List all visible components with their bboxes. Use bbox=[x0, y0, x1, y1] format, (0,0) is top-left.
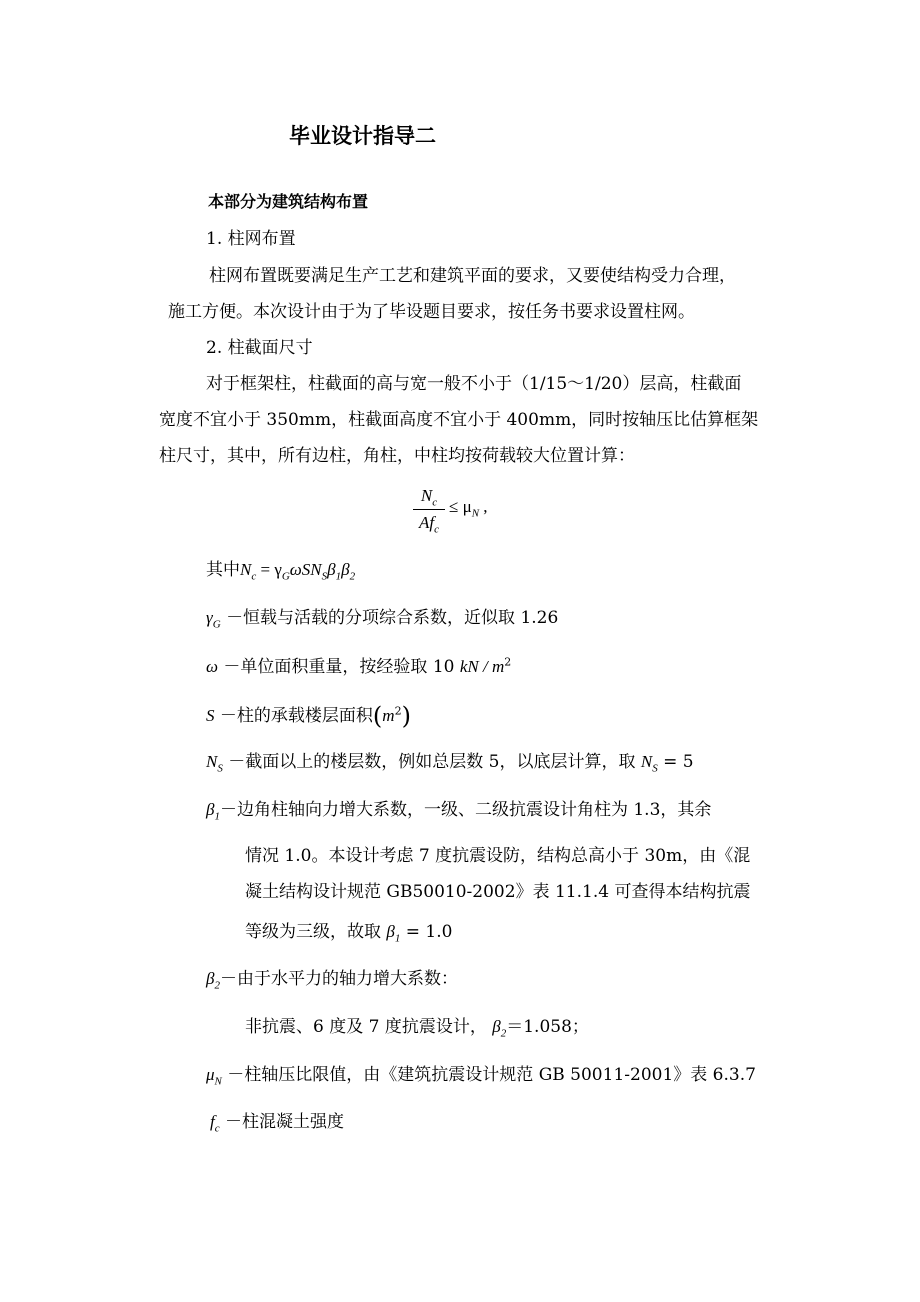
where-prefix: 其中 bbox=[206, 560, 240, 580]
def-beta1-line4-text: 等级为三级，故取 bbox=[245, 922, 381, 942]
def-mu-text: －柱轴压比限值，由《建筑抗震设计规范 GB 50011-2001》表 6.3.7 bbox=[227, 1065, 756, 1085]
def-beta2-value: ＝1.058； bbox=[506, 1017, 589, 1037]
fraction-numerator: $N_c$ bbox=[420, 486, 438, 509]
def-beta1-line3: 凝土结构设计规范 GB50010-2002》表 11.1.4 可查得本结构抗震 bbox=[245, 882, 751, 902]
def-omega: ω －单位面积重量，按经验取 10 kN / $m^2$ bbox=[206, 655, 512, 677]
section1-paragraph-line2: 施工方便。本次设计由于为了毕设题目要求，按任务书要求设置柱网。 bbox=[168, 302, 695, 322]
section2-paragraph-line1: 对于框架柱，柱截面的高与宽一般不小于（1/15～1/20）层高，柱截面 bbox=[206, 374, 742, 394]
def-beta1-line1: －边角柱轴向力增大系数，一级、二级抗震设计角柱为 1.3，其余 bbox=[219, 800, 712, 820]
intro-heading: 本部分为建筑结构布置 bbox=[208, 192, 369, 211]
def-s: S －柱的承载楼层面积$(m^2)$ bbox=[206, 702, 411, 730]
equation-eq: = γ bbox=[260, 560, 282, 579]
def-beta1-line2: 情况 1.0。本设计考虑 7 度抗震设防，结构总高小于 30m，由《混 bbox=[245, 846, 751, 866]
ratio-sub: N bbox=[471, 507, 480, 520]
axial-force-equation: 其中$N_c = \gamma_G\omega SN_S\beta_1\beta_2$ bbox=[206, 560, 356, 583]
ratio-leq: ≤ μ bbox=[449, 497, 472, 516]
section1-paragraph-line1: 柱网布置既要满足生产工艺和建筑平面的要求，又要使结构受力合理， bbox=[209, 266, 736, 286]
def-beta2-text: －由于水平力的轴力增大系数： bbox=[219, 969, 458, 989]
def-ns-text: －截面以上的楼层数，例如总层数 5，以底层计算，取 bbox=[228, 752, 636, 772]
def-beta2-prefix: 非抗震、6 度及 7 度抗震设计， bbox=[245, 1017, 487, 1037]
axial-ratio-limit bbox=[449, 497, 488, 520]
def-beta2: $\beta_2-$由于水平力的轴力增大系数： bbox=[206, 969, 458, 992]
section2-paragraph-line3: 柱尺寸，其中，所有边柱，角柱，中柱均按荷载较大位置计算： bbox=[159, 446, 635, 466]
def-s-text: －柱的承载楼层面积 bbox=[219, 706, 373, 726]
def-fc-text: －柱混凝土强度 bbox=[225, 1112, 345, 1132]
def-mu-n: $\mu_N$ －柱轴压比限值，由《建筑抗震设计规范 GB 50011-2001》表 6.3.7 bbox=[206, 1065, 756, 1088]
page-title: 毕业设计指导二 bbox=[289, 124, 436, 148]
def-beta1-value: = 1.0 bbox=[405, 922, 453, 942]
section2-heading: 2. 柱截面尺寸 bbox=[206, 338, 313, 358]
def-beta1-line4: 等级为三级，故取 $\beta_1 = 1.0$ bbox=[245, 922, 453, 945]
def-gamma-g: $\gamma_G$ －恒载与活载的分项综合系数，近似取 1.26 bbox=[206, 608, 559, 631]
def-fc: $f_c$ －柱混凝土强度 bbox=[210, 1112, 345, 1135]
def-beta2-detail: 非抗震、6 度及 7 度抗震设计， $\beta_2=1.058$； bbox=[245, 1017, 589, 1040]
fraction-bar bbox=[413, 509, 445, 510]
ratio-comma: , bbox=[479, 497, 488, 516]
def-beta1: $\beta_1-$边角柱轴向力增大系数，一级、二级抗震设计角柱为 1.3，其余 bbox=[206, 800, 712, 823]
def-omega-text: －单位面积重量，按经验取 10 bbox=[223, 657, 455, 677]
def-ns-value: = 5 bbox=[663, 752, 694, 772]
fraction-denominator: $Af_c$ bbox=[419, 513, 439, 536]
section2-paragraph-line2: 宽度不宜小于 350mm，柱截面高度不宜小于 400mm，同时按轴压比估算框架 bbox=[159, 410, 759, 430]
def-ns: $N_S$ －截面以上的楼层数，例如总层数 5，以底层计算，取 $N_S = 5$ bbox=[206, 752, 694, 775]
def-gamma-text: －恒载与活载的分项综合系数，近似取 1.26 bbox=[226, 608, 559, 628]
def-omega-unit: kN / m bbox=[459, 657, 505, 676]
section1-heading: 1. 柱网布置 bbox=[206, 229, 296, 249]
axial-ratio-fraction bbox=[413, 486, 445, 536]
